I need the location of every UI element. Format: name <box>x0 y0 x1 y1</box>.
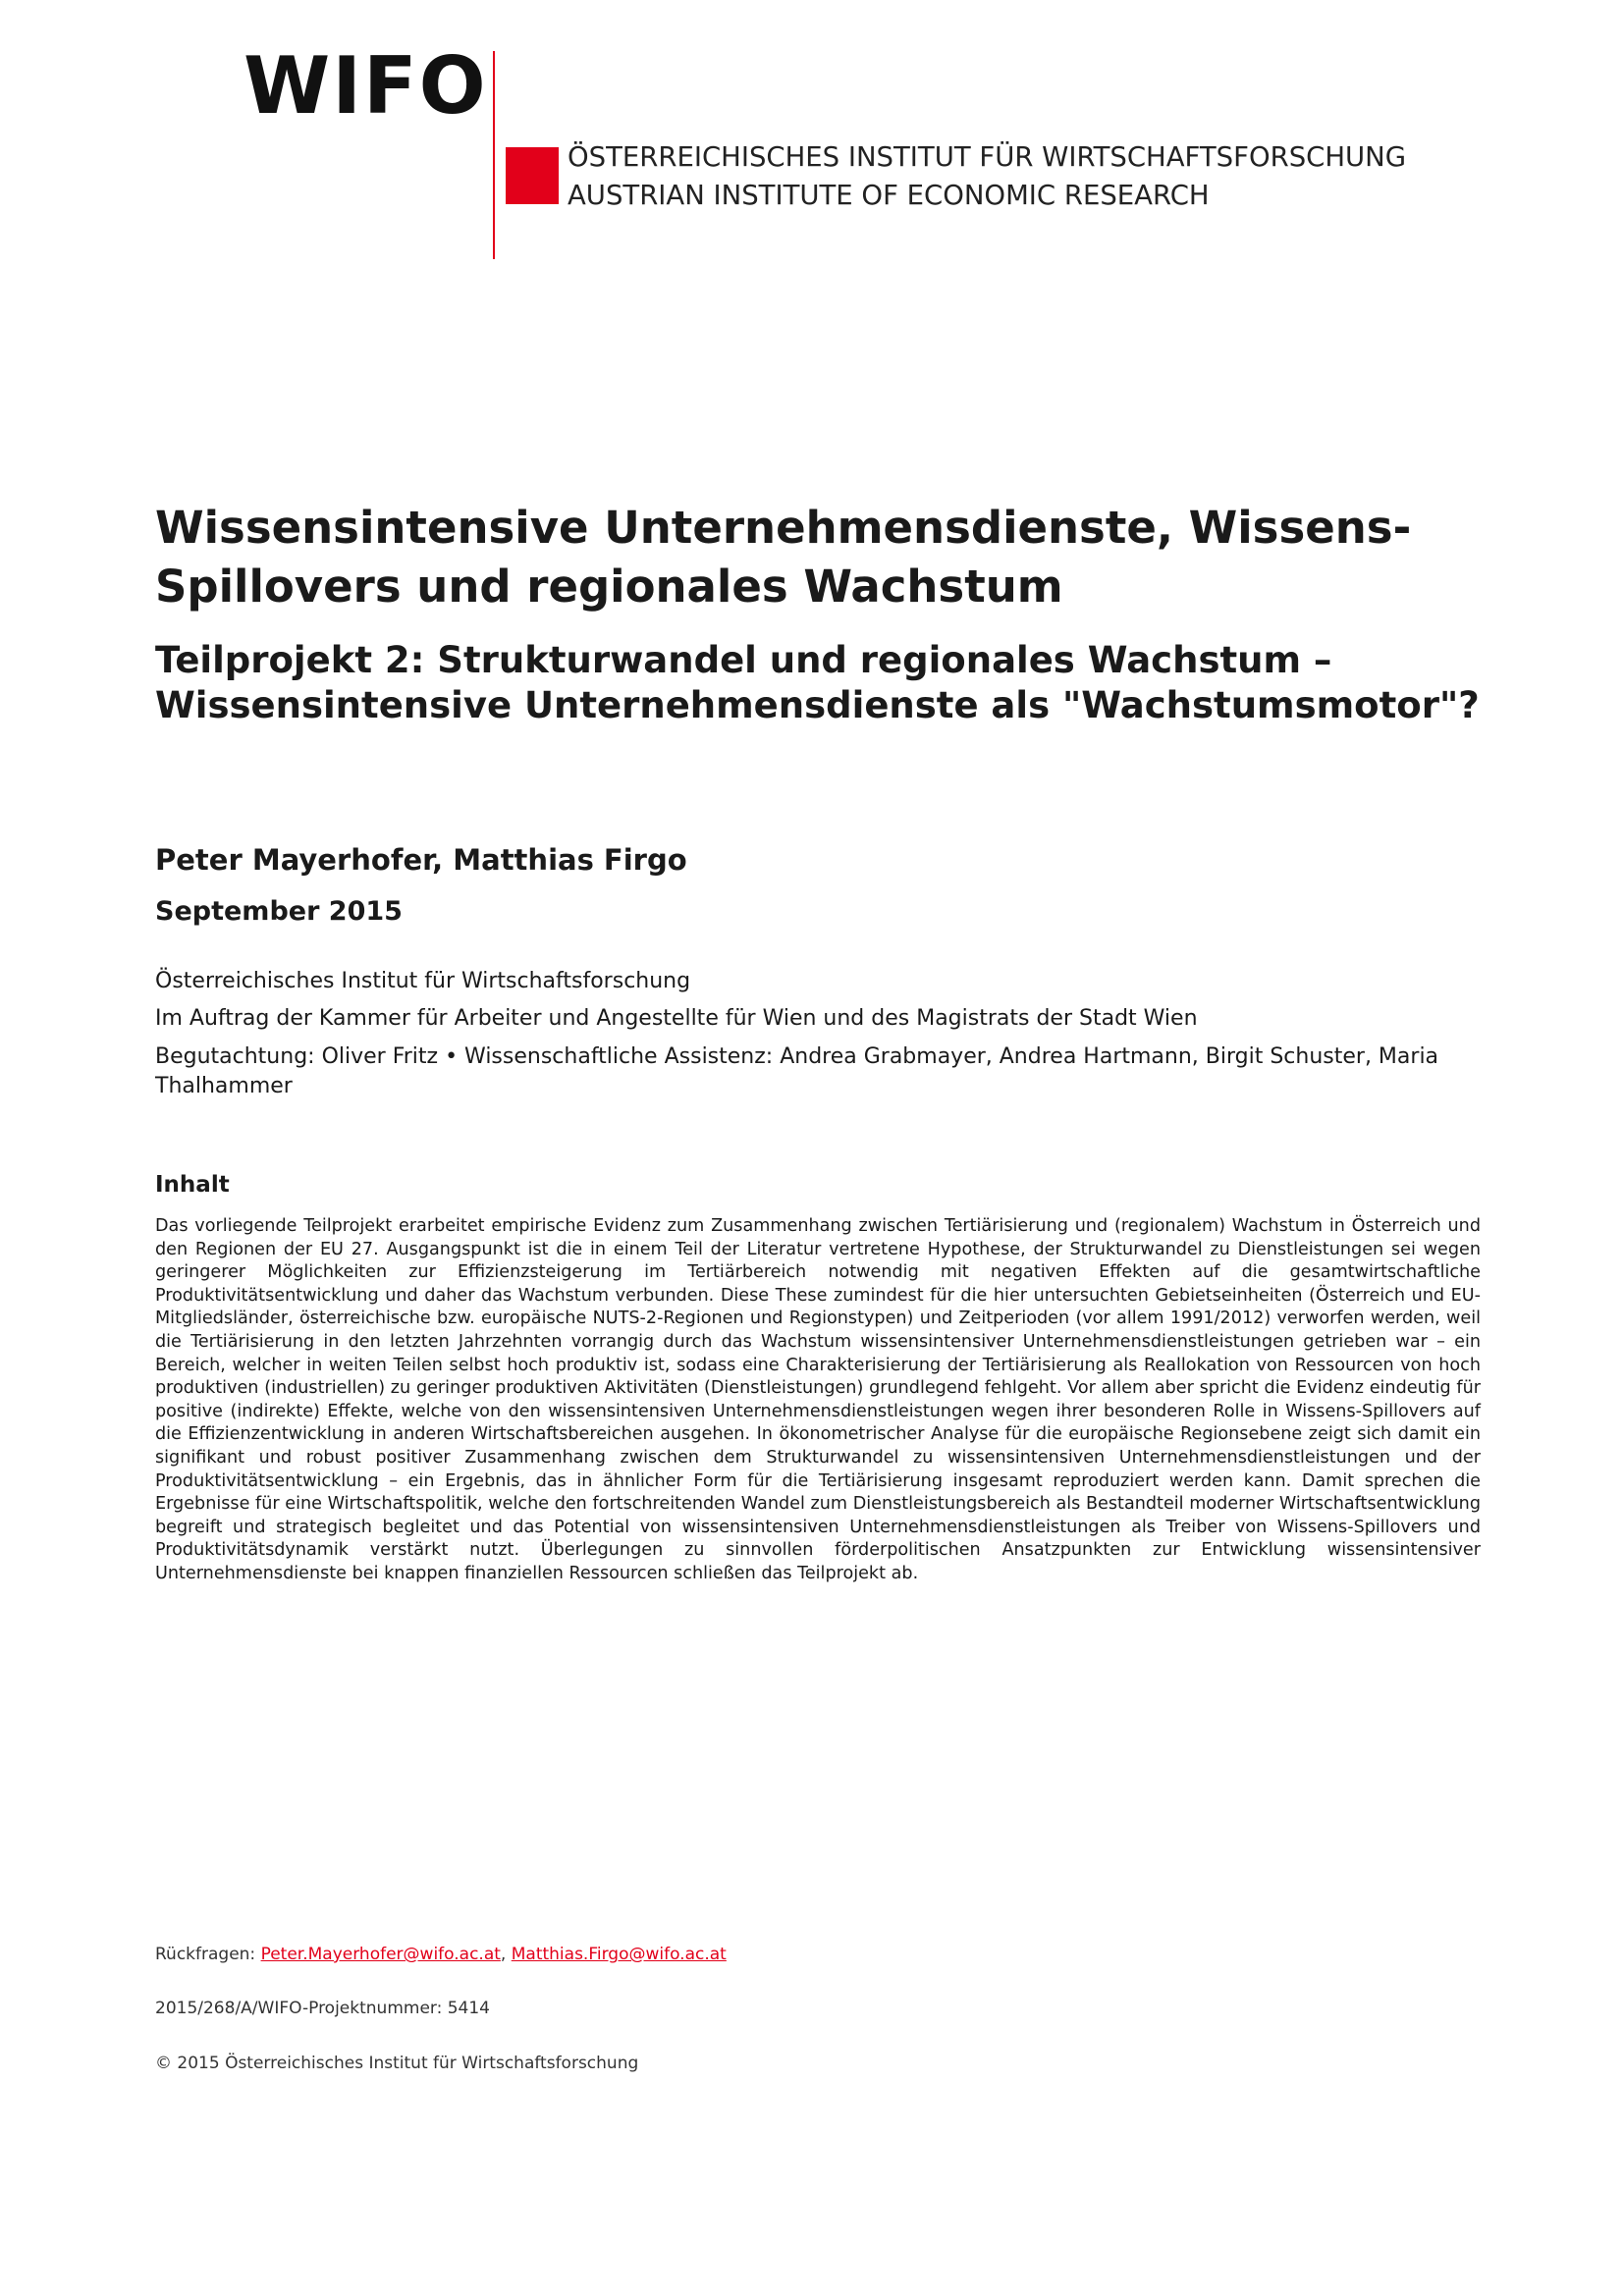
publication-date: September 2015 <box>155 896 403 927</box>
authors: Peter Mayerhofer, Matthias Firgo <box>155 843 687 877</box>
document-title: Wissensintensive Unternehmensdienste, Wissens-Spillovers und regionales Wachstum <box>155 502 1412 613</box>
wifo-logo-text: WIFO <box>243 40 488 132</box>
institute-name-english: AUSTRIAN INSTITUTE OF ECONOMIC RESEARCH <box>568 180 1210 211</box>
institute-name-german: ÖSTERREICHISCHES INSTITUT FÜR WIRTSCHAFTSFORSCHUNG <box>568 141 1407 173</box>
email-link-mayerhofer[interactable]: Peter.Mayerhofer@wifo.ac.at <box>260 1945 501 1964</box>
abstract-heading: Inhalt <box>155 1172 230 1198</box>
abstract-text: Das vorliegende Teilprojekt erarbeitet empirische Evidenz zum Zusammenhang zwischen Tertiärisierung und (regionalem) Wachstum in Österreich und den Regionen der EU 27. Ausgangspunkt ist die in einem Teil der Literatur vertretene Hypothese, der Strukturwandel zu Dienstleistungen sei wegen geringerer Möglichkeiten zur Effizienzsteigerung im Tertiärbereich notwendig mit negativen Effekten auf die gesamtwirtschaftliche Produktivitätsentwicklung und daher das Wachstum verbunden. Diese These zumindest für die hier untersuchten Gebietseinheiten (Österreich und EU-Mitgliedsländer, österreichische bzw. europäische NUTS-2-Regionen und Regionstypen) und Zeitperioden (vor allem 1991/2012) verworfen werden, weil die Tertiärisierung in den letzten Jahrzehnten vorrangig durch das Wachstum wissensintensiver Unternehmensdienstleistungen getrieben war – ein Bereich, welcher in weiten Teilen selbst hoch produktiv ist, sodass eine Charakterisierung der Tertiärisierung als Reallokation von Ressourcen von hoch produktiven (industriellen) zu geringer produktiven Aktivitäten (Dienstleistungen) grundlegend fehlgeht. Vor allem aber spricht die Evidenz eindeutig für positive (indirekte) Effekte, welche von den wissensintensiven Unternehmensdienstleistungen wegen ihrer besonderen Rolle in Wissens-Spillovers auf die Effizienzentwicklung in anderen Wirtschaftsbereichen ausgehen. In ökonometrischer Analyse für die europäische Regionsebene zeigt sich damit ein signifikant und robust positiver Zusammenhang zwischen dem Strukturwandel zu wissensintensiven Unternehmensdienstleistungen und der Produktivitätsentwicklung – ein Ergebnis, das in ähnlicher Form für die Tertiärisierung insgesamt reproduziert werden kann. Damit sprechen die Ergebnisse für eine Wirtschaftspolitik, welche den fortschreitenden Wandel zum Dienstleistungsbereich als Bestandteil moderner Wirtschaftsentwicklung begreift und strategisch begleitet und das Potential von wissensintensiven Unternehmensdienstleistungen als Treiber von Wissens-Spillovers und Produktivitätsdynamik verstärkt nutzt. Überlegungen zu sinnvollen förderpolitischen Ansatzpunkten zur Entwicklung wissensintensiver Unternehmensdienste bei knappen finanziellen Ressourcen schließen das Teilprojekt ab. <box>155 1216 1481 1583</box>
contact-label: Rückfragen: <box>155 1945 256 1964</box>
project-number: 2015/268/A/WIFO-Projektnummer: 5414 <box>155 1999 490 2018</box>
wifo-logo <box>243 40 488 132</box>
contact-line <box>155 1943 727 1966</box>
logo-red-square <box>506 147 559 204</box>
commission-line: Im Auftrag der Kammer für Arbeiter und Angestellte für Wien und des Magistrats der Stadt Wien <box>155 1006 1198 1031</box>
email-link-firgo[interactable]: Matthias.Firgo@wifo.ac.at <box>511 1945 727 1964</box>
review-line: Begutachtung: Oliver Fritz • Wissenschaftliche Assistenz: Andrea Grabmayer, Andrea Hartmann, Birgit Schuster, Maria Thalhammer <box>155 1044 1439 1098</box>
copyright: © 2015 Österreichisches Institut für Wirtschaftsforschung <box>155 2054 639 2073</box>
document-subtitle: Teilprojekt 2: Strukturwandel und regionales Wachstum – Wissensintensive Unternehmensdienste als "Wachstumsmotor"? <box>155 639 1480 726</box>
email-separator: , <box>500 1945 507 1964</box>
publisher-line: Österreichisches Institut für Wirtschaftsforschung <box>155 969 691 993</box>
logo-divider-line <box>493 51 495 259</box>
